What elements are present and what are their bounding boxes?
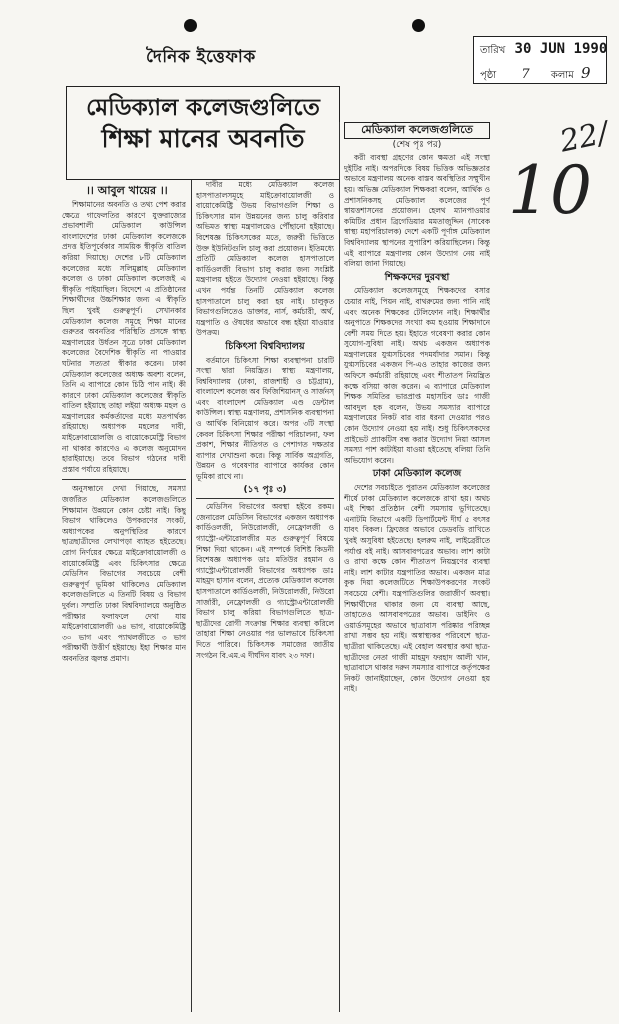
headline-line2: শিক্ষা মানের অবনতি [101, 124, 305, 154]
page-label: পৃষ্ঠা [480, 70, 497, 81]
date-label: তারিখ [480, 45, 506, 56]
column-3-paragraph-1: করী ব্যবস্থা গ্রহণের কোন ক্ষমতা এই সংস্থা দুইটির নাই। অপরদিকে বিষয় ভিত্তিক অভিজ্ঞতার অভাবে মন্ত্রণালয় অনেক বাস্তব অবস্থিতির সম্মুখীন হয়। অভিজ্ঞ মেডিক্যাল শিক্ষকরা বলেন, আর্থিক ও প্রশাসনিকসহ মেডিক্যাল কলেজের পূর্ণ স্বায়ত্তশাসনের প্রয়োজন। হেলথ ম্যানপাওয়ার কমিটির প্রধান ব্রিগেডিয়ার মমতাজুদ্দিন (সাবেক স্বাস্থ্য মহাপরিচালক) দেশে একটি পূর্ণাঙ্গ মেডিক্যাল বিশ্ববিদ্যালয় স্থাপনের সুপারিশ করিয়াছিলেন। কিন্তু এই ব্যাপারে মন্ত্রণালয় কোন উদ্যোগ নেয় নাই বলিয়া জানা গিয়াছে। [344, 153, 490, 269]
column-3-paragraph-3: দেশের সবচাইতে পুরাতন মেডিক্যাল কলেজের শীর্ষে ঢাকা মেডিক্যাল কলেজকে রাখা হয়। অথচ এই শিক্ষা প্রতিষ্ঠান বেশী সমস্যায় ভুগিতেছে। এনাটমি বিভাগে একটি ডিপার্টমেন্ট দীর্ঘ ৫ বৎসর যাবৎ বিকল। ফ্রিজের অভাবে ডেডবডি রাখিতে খুবই অসুবিধা হইতেছে। হলরুম নাই, লাইব্রেরীতে পর্যাপ্ত বই নাই। আসবাবপত্রের অভাব। লাশ কাটা ও রাখা কক্ষে কোন শীতাতপ নিয়ন্ত্রণের ব্যবস্থা নাই। লাশ কাটার যন্ত্রপাতির অভাব। একজন মাত্র কুক দিয়া কলেজটিতে শিক্ষাউপকরণের সংকট সবচেয়ে বেশী। যন্ত্রপাতিগুলির জরাজীর্ণ অবস্থা। শিক্ষার্থীদের থাকার জন্য যে ব্যবস্থা আছে, তাহাতেও আসবাবপত্রের অভাব। ডাইনিং ও ওয়ার্ডসমূহের অভাবে ছাত্রাবাস পরিষ্কার পরিচ্ছন্ন রাখা সম্ভব হয় নাই। অস্বাস্থ্যকর পরিবেশে ছাত্র-ছাত্রীরা থাকিতেছে। এই বেহাল অবস্থার কথা ছাত্র-ছাত্রীদের নেতা গাজী মাহমুদ ফরহাদ আলী খান, ছাত্রাবাসে থাকার দরুন সমস্যার ব্যাপারে কর্তৃপক্ষের নিকট জানাইয়াছেন, কোন উদ্যোগ নেওয়া হয় নাই। [344, 483, 490, 694]
date-box [473, 36, 607, 84]
handwritten-note-top: 22/ [556, 115, 612, 160]
column-2-paragraph-2: বর্তমানে চিকিৎসা শিক্ষা ব্যবস্থাপনা চারটি সংস্থা দ্বারা নিয়ন্ত্রিত। স্বাস্থ্য মন্ত্রণালয়, বিশ্ববিদ্যালয় (ঢাকা, রাজশাহী ও চট্টগ্রাম), বাংলাদেশ কলেজ অব ফিজিশিয়ানস্ ও সার্জনস্ এবং বাংলাদেশ মেডিক্যাল এণ্ড ডেন্টাল কাউন্সিল। স্বাস্থ্য মন্ত্রণালয়, প্রশাসনিক ব্যবস্থাপনা ও আর্থিক বিনিয়োগ করে। অপর ৩টি সংস্থা কেবল চিকিৎসা শিক্ষার পরীক্ষা পরিচালনা, ফল প্রকাশ, শিক্ষার নীতিগত ও পেশাগত দক্ষতার ব্যাপার দেখাশুনা করে। কিন্তু সার্বিক অগ্রগতি, উন্নয়ন ও গবেষণার ব্যাপারে কার্যকর কোন ভূমিকা রাখে না। [196, 355, 334, 482]
headline-line1: মেডিক্যাল কলেজগুলিতে [86, 95, 320, 121]
article-column-1 [62, 200, 186, 1008]
column-label: কলাম [550, 70, 574, 81]
column-number: 9 [580, 64, 591, 82]
byline: ।। আবুল খায়ের ।। [86, 184, 168, 197]
column-3-subheading-1: শিক্ষকদের দুরবস্থা [384, 271, 450, 283]
handwritten-note-large: 10 [508, 152, 592, 229]
column-3-subheading-2: ঢাকা মেডিক্যাল কলেজ [372, 468, 462, 480]
column-divider [196, 498, 334, 499]
column-3-title: মেডিক্যাল কলেজগুলিতে [344, 122, 490, 139]
column-2-paragraph-1: দাবীর মধ্যে মেডিক্যাল কলেজ হাসপাতালসমূহে মাইক্রোবায়োলজী ও বায়োকেমিষ্ট্রি উভয় বিভাগগুলি শিক্ষা ও চিকিৎসার মান উন্নয়নের জন্য চালু করিবার অভিমত স্বাস্থ্য মন্ত্রণালয়েও পৌঁছানো হইয়াছে। বিশেষজ্ঞ চিকিৎসকের মতে, জরুরী ভিত্তিতে উক্ত ইউনিটগুলি চালু করা প্রয়োজন। ইতিমধ্যে প্রতিটি মেডিক্যাল কলেজ হাসপাতালে কার্ডিওলজী বিভাগ চালু করার জন্য সংশ্লিষ্ট মন্ত্রণালয় হইতে উদ্যোগ নেওয়া হইয়াছে। কিন্তু এখন পর্যন্ত তিনটি মেডিক্যাল কলেজ হাসপাতালে চালু করা হয় নাই। চালুকৃত বিভাগগুলিতেও ডাক্তার, নার্স, কর্মচারী, অর্থ, যন্ত্রপাতি ও ঔষধের অভাবে বন্ধ হইয়া যাওয়ার উপক্রম। [196, 180, 334, 338]
column-1-paragraph-1: শিক্ষামানের অবনতি ও তথ্য পেশ করার ক্ষেত্রে গাফেলতির কারণে যুক্তরাজ্যের প্রভাবশালী মেডিক্যাল কাউন্সিল বাংলাদেশের ঢাকা মেডিক্যাল কলেজকে প্রদত্ত ইতিপূর্বেকার সাময়িক স্বীকৃতি বাতিল করিয়া দিয়াছে। দেশের ৮টি মেডিক্যাল কলেজের মধ্যে সলিমুল্লাহ মেডিক্যাল কলেজ ও ঢাকা মেডিক্যাল কলেজই এ স্বীকৃতি পাইয়াছিল। বিদেশে এ প্রতিষ্ঠানের শিক্ষার্থীদের উচ্চশিক্ষার জন্য এ স্বীকৃতি ছিল খুবই গুরুত্বপূর্ণ। সেখানকার মেডিক্যাল কলেজ সমূহে শিক্ষা মানের গুরুতর অবনতির পরিস্থিতি প্রসঙ্গে স্বাস্থ্য মন্ত্রণালয়ের উর্ধতন সূত্রে ঢাকা মেডিক্যাল কলেজের বৈদেশিক স্বীকৃতি না পাওয়ার ঘটনার সত্যতা স্বীকার করেন। ঢাকা মেডিক্যাল কলেজের অধ্যক্ষ অবশ্য বলেন, তিনি এ ব্যাপারে কোন চিঠি পান নাই। কী কারণে ঢাকা মেডিক্যাল কলেজের স্বীকৃতি বাতিল হইয়াছে তাহা লইয়া অধ্যক্ষ মহল ও মন্ত্রণালয়ের কর্মকর্তাদের মধ্যে মতপার্থক্য রহিয়াছে। অধ্যাপক মহলের দাবী, মাইক্রোবায়োলজি ও বায়োকেমেস্ট্রি বিভাগ না থাকার কারণেও এ কলেজ অনুমোদন হারাইয়াছে। তবে বিভাগ গঠনের দাবী প্রস্তাব পর্যায়ে রহিয়াছে। [62, 200, 186, 474]
punch-hole-right [412, 19, 425, 32]
column-rule-2 [339, 122, 340, 1012]
column-2-continuation: (১৭ পৃঃ ৩) [243, 484, 287, 495]
article-column-2 [196, 180, 334, 1012]
column-3-continuation: (শেষ পৃঃ পর) [392, 139, 442, 150]
punch-hole-left [184, 19, 197, 32]
headline-box [66, 86, 340, 180]
column-divider [62, 479, 186, 480]
date-stamp: 30 JUN 1990 [514, 41, 608, 57]
column-1-paragraph-2: অনুসন্ধানে দেখা গিয়াছে, সমস্যা জর্জরিত মেডিক্যাল কলেজগুলিতে শিক্ষামান উন্নয়নে কোন চেষ্টা নাই। কিছু বিভাগ থাকিলেও উপকরণের সংকট, অধ্যাপকের অনুপস্থিতির কারণে ছাত্রছাত্রীদের লেখাপড়া ব্যাহত হইতেছে। রোগ নির্ণয়ের ক্ষেত্রে মাইক্রোবায়োলজী ও বায়োকেমিষ্ট্রি এবং চিকিৎসার ক্ষেত্রে মেডিসিন বিভাগের সবচেয়ে বেশী গুরুত্বপূর্ণ ভূমিকা থাকিলেও মেডিক্যাল কলেজগুলিতে এ তিনটি বিষয় ও বিভাগ দুর্বল। সম্প্রতি ঢাকা বিশ্ববিদ্যালয়ে অনুষ্ঠিত পরীক্ষার ফলাফলে দেখা যায় মাইক্রোবায়োলজী ৬৪ ভাগ, বায়োকেমিষ্ট্রি ৩০ ভাগ এবং প্যাথলজীতে ৩ ভাগ পরীক্ষার্থী উত্তীর্ণ হইয়াছে। ইহা শিক্ষার মান অবনতির জ্বলন্ত প্রমাণ। [62, 484, 186, 663]
column-3-paragraph-2: মেডিক্যাল কলেজসমূহে শিক্ষকদের বসার চেয়ার নাই, পিয়ন নাই, বাথরুমের জন্য পানি নাই এবং অনেক শিক্ষকের টেলিফোন নাই। শিক্ষার্থীর অনুপাতে শিক্ষকদের সংখ্যা কম হওয়ায় শিক্ষাদানে বেশী সময় দিতে হয়। ইহাতে গবেষণা করার কোন সুযোগ-সুবিধা নাই। অথচ একজন অধ্যাপক মন্ত্রণালয়ের যুগ্মসচিবের পদমর্যাদার সমান। কিন্তু যুগ্মসচিবের একজন পি-এও তাহার কাজের জন্য অফিসে কর্মচারী রহিয়াছে এবং শীতাতপ নিয়ন্ত্রিত কক্ষে বসিয়া কাজ করেন। এ ব্যাপারে মেডিক্যাল শিক্ষক সমিতির ভারপ্রাপ্ত মহাসচিব ডাঃ গাজী আবদুল হক বলেন, উভয় সমস্যার ব্যাপারে মন্ত্রণালয়ের নিকট বার বার ধরনা দেওয়ার পরও কোন উদ্যোগ নেওয়া হয় নাই। শুধু চিকিৎসকদের প্রাইভেট প্র্যাকটিস বন্ধ করার উদ্যোগ নিয়া আসল সমস্যা পাশ কাটাইয়া যাওয়া হইতেছে বলিয়া তিনি অভিযোগ করেন। [344, 286, 490, 465]
column-2-subheading: চিকিৎসা বিশ্ববিদ্যালয় [225, 340, 305, 352]
column-2-paragraph-3: মেডিসিন বিভাগের অবস্থা হইবে রকম। জেনারেল মেডিসিন বিভাগের একজন অধ্যাপক কার্ডিওলজী, নিউরোলজী, নেফ্রোলজী ও গ্যাস্ট্রো-এন্টারোলজীর মত গুরুত্বপূর্ণ বিষয়ে শিক্ষা দিয়া থাকেন। এই সম্পর্কে বিশিষ্ট কিডনী বিশেষজ্ঞ অধ্যাপক ডাঃ মতিউর রহমান ও গ্যাস্ট্রোএন্টারোলজী বিভাগের অধ্যাপক ডাঃ মাহমুদ হাসান বলেন, প্রত্যেক মেডিক্যাল কলেজ হাসপাতালে কার্ডিওলজী, নিউরোলজী, নিউরো সার্জারী, নেফ্রোলজী ও গ্যাস্ট্রোএন্টারোলজী বিভাগ চালু করিয়া বিভাগগুলিতে ছাত্র-ছাত্রীদের রোগী সংক্রান্ত শিক্ষার ব্যবস্থা করিলে তাহারা শিক্ষা নেওয়ার পর ভালভাবে চিকিৎসা দিতে পারিবে। চিকিৎসক সমাজের জাতীয় সংগঠন বি.এম.এ দীর্ঘদিন যাবৎ ২৩ দফা। [196, 502, 334, 660]
page-number: 7 [521, 67, 530, 82]
newspaper-masthead: দৈনিক ইত্তেফাক [146, 47, 256, 67]
article-column-3 [344, 122, 490, 1012]
column-rule-1 [191, 180, 192, 1012]
